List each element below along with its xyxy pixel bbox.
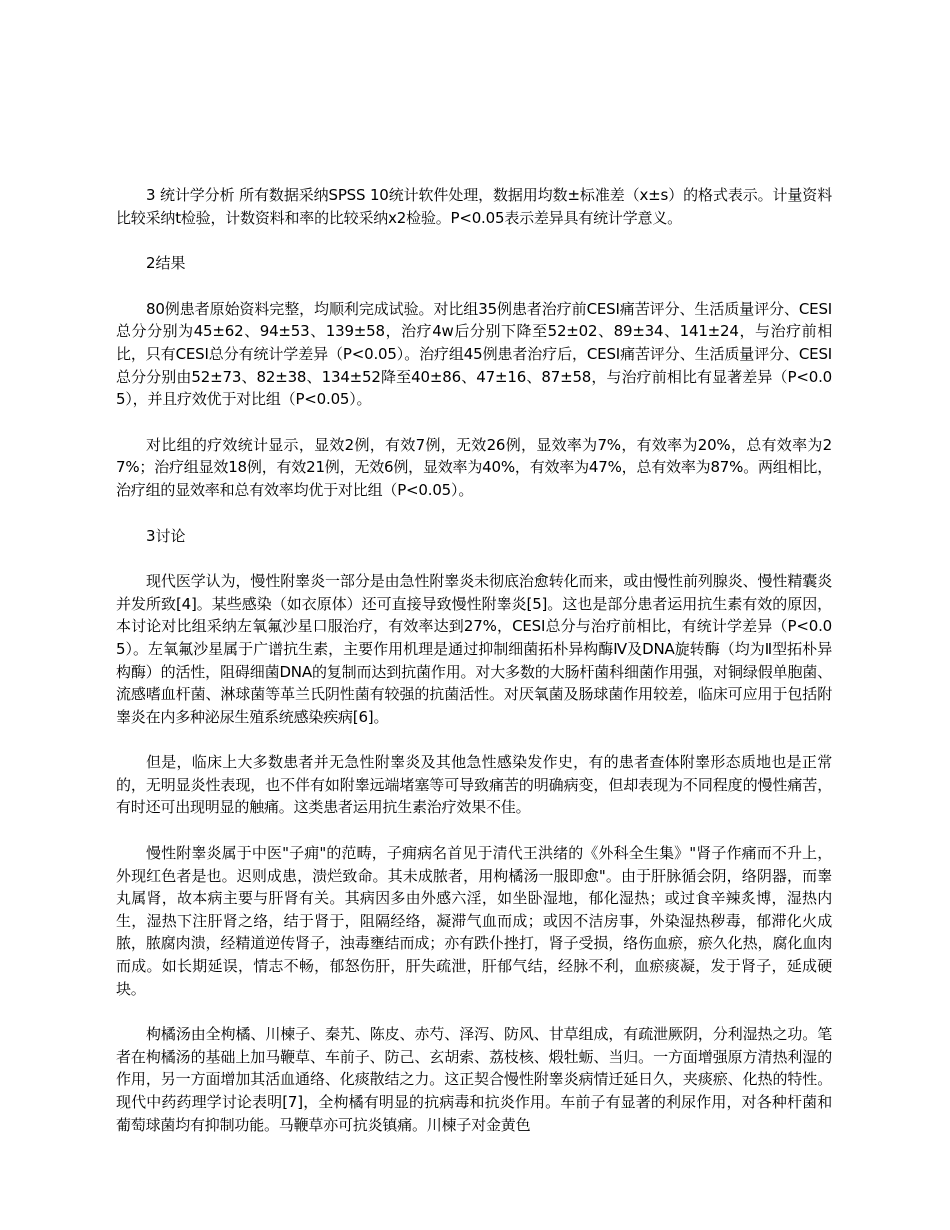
document-body — [116, 184, 832, 1159]
paragraph-discussion-modern-medicine: 现代医学认为，慢性附睾炎一部分是由急性附睾炎未彻底治愈转化而来，或由慢性前列腺炎、慢性精囊炎并发所致[4]。某些感染（如衣原体）还可直接导致慢性附睾炎[5]。这也是部分患者运用抗生素有效的原因，本讨论对比组采纳左氧氟沙星口服治疗，有效率达到27%，CESI总分与治疗前相比，有统计学差异（P<0.05）。左氧氟沙星属于广谱抗生素，主要作用机理是通过抑制细菌拓朴异构酶Ⅳ及DNA旋转酶（均为Ⅱ型拓朴异构酶）的活性，阻碍细菌DNA的复制而达到抗菌作用。对大多数的大肠杆菌科细菌作用强，对铜绿假单胞菌、流感嗜血杆菌、淋球菌等革兰氏阴性菌有较强的抗菌活性。对厌氧菌及肠球菌作用较差，临床可应用于包括附睾炎在内多种泌尿生殖系统感染疾病[6]。 — [116, 572, 832, 726]
paragraph-discussion-tcm: 慢性附睾炎属于中医"子痈"的范畴，子痈病名首见于清代王洪绪的《外科全生集》"肾子作痛而不升上，外现红色者是也。迟则成患，溃烂致命。其未成脓者，用枸橘汤一服即愈"。由于肝脉循会阴，络阴器，而睾丸属肾，故本病主要与肝肾有关。其病因多由外感六淫，如坐卧湿地，郁化湿热；或过食辛辣炙博，湿热内生，湿热下注肝肾之络，结于肾于，阻隔经络，凝滞气血而成；或因不洁房事，外染湿热秽毒，郁滞化火成脓，脓腐肉溃，经精道逆传肾子，浊毒壅结而成；亦有跌仆挫打，肾子受损，络伤血瘀，瘀久化热，腐化血肉而成。如长期延误，情志不畅，郁怒伤肝，肝失疏泄，肝郁气结，经脉不利，血瘀痰凝，发于肾子，延成硬块。 — [116, 844, 832, 998]
paragraph-discussion-clinical: 但是，临床上大多数患者并无急性附睾炎及其他急性感染发作史，有的患者查体附睾形态质地也是正常的，无明显炎性表现，也不伴有如附睾远端堵塞等可导致痛苦的明确病变，但却表现为不同程度的慢性痛苦，有时还可出现明显的触痛。这类患者运用抗生素治疗效果不佳。 — [116, 753, 832, 817]
paragraph-statistics: 3 统计学分析 所有数据采纳SPSS 10统计软件处理，数据用均数±标准差（x±s）的格式表示。计量资料比较采纳t检验，计数资料和率的比较采纳x2检验。P<0.05表示差异具有统计学意义。 — [116, 186, 832, 227]
paragraph-discussion-formula: 枸橘汤由全枸橘、川楝子、秦艽、陈皮、赤芍、泽泻、防风、甘草组成，有疏泄厥阴，分利湿热之功。笔者在枸橘汤的基础上加马鞭草、车前子、防己、玄胡索、荔枝核、煅牡蛎、当归。一方面增强原方清热利湿的作用，另一方面增加其活血通络、化痰散结之力。这正契合慢性附睾炎病情迁延日久，夹痰瘀、化热的特性。现代中药药理学讨论表明[7]，全枸橘有明显的抗病毒和抗炎作用。车前子有显著的利尿作用，对各种杆菌和葡萄球菌均有抑制功能。马鞭草亦可抗炎镇痛。川楝子对金黄色 — [116, 1025, 832, 1134]
section-heading-results: 2结果 — [146, 254, 186, 273]
section-heading-discussion: 3讨论 — [146, 526, 186, 545]
paragraph-results-scores: 80例患者原始资料完整，均顺利完成试验。对比组35例患者治疗前CESI痛苦评分、生活质量评分、CESI总分分别为45±62、94±53、139±58，治疗4w后分别下降至52±02、89±34、141±24，与治疗前相比，只有CESI总分有统计学差异（P<0.05）。治疗组45例患者治疗后，CESI痛苦评分、生活质量评分、CESI总分分别由52±73、82±38、134±52降至40±86、47±16、87±58，与治疗前相比有显著差异（P<0.05），并且疗效优于对比组（P<0.05）。 — [116, 299, 832, 409]
paragraph-results-efficacy: 对比组的疗效统计显示，显效2例，有效7例，无效26例，显效率为7%，有效率为20%，总有效率为27%；治疗组显效18例，有效21例，无效6例，显效率为40%，有效率为47%，总有效率为87%。两组相比，治疗组的显效率和总有效率均优于对比组（P<0.05）。 — [116, 435, 832, 499]
